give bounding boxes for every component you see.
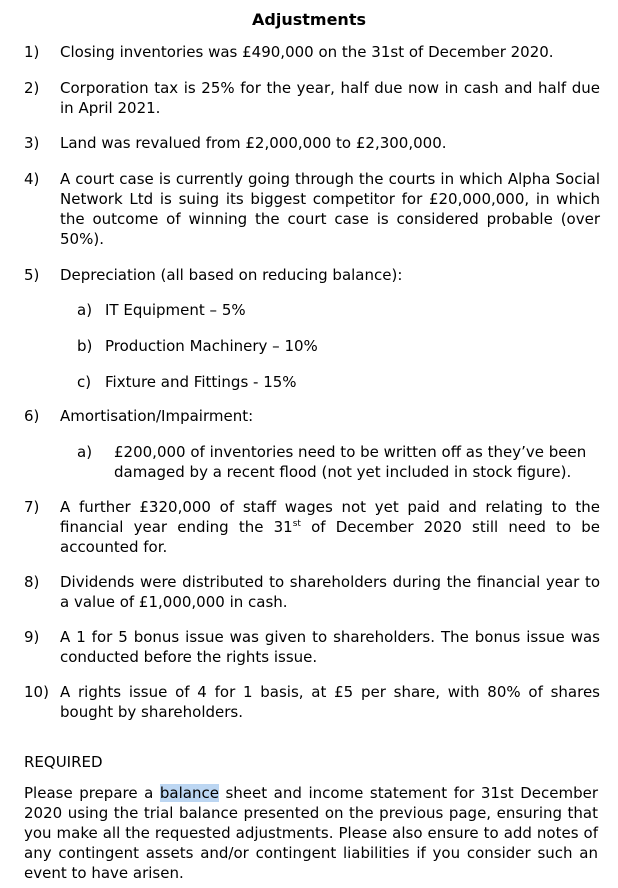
item-text: A 1 for 5 bonus issue was given to shareholders. The bonus issue was conducted before the rights issue. bbox=[60, 628, 600, 666]
sub-item-letter: a) bbox=[77, 443, 93, 461]
sub-item-text: IT Equipment – 5% bbox=[105, 301, 246, 319]
sub-item-letter: a) bbox=[77, 301, 93, 319]
item-text: Dividends were distributed to shareholders during the financial year to a value of £1,000,000 in cash. bbox=[60, 573, 600, 611]
sub-item-text: Production Machinery – 10% bbox=[105, 337, 318, 355]
selected-text[interactable]: balance bbox=[159, 784, 219, 802]
item-number: 7) bbox=[24, 498, 40, 516]
item-text: A rights issue of 4 for 1 basis, at £5 per share, with 80% of shares bought by shareholders. bbox=[60, 683, 600, 721]
item-number: 1) bbox=[24, 43, 40, 61]
item-number: 3) bbox=[24, 134, 40, 152]
required-heading: REQUIRED bbox=[24, 753, 103, 771]
item-number: 6) bbox=[24, 407, 40, 425]
sub-item-text: Fixture and Fittings - 15% bbox=[105, 373, 297, 391]
item-text: Depreciation (all based on reducing balance): bbox=[60, 266, 403, 284]
item-number: 8) bbox=[24, 573, 40, 591]
item-number: 5) bbox=[24, 266, 40, 284]
item-number: 2) bbox=[24, 79, 40, 97]
item-text: Land was revalued from £2,000,000 to £2,300,000. bbox=[60, 134, 447, 152]
item-number: 9) bbox=[24, 628, 40, 646]
item-text: Amortisation/Impairment: bbox=[60, 407, 254, 425]
required-paragraph: Please prepare a balance sheet and income statement for 31st December 2020 using the trial balance presented on the previous page, ensuring that you make all the requested adjustments. Please also ensure to add notes of any contingent assets and/or contingent liabilities if you consider such an event to have arisen. bbox=[24, 784, 598, 882]
item-text: Corporation tax is 25% for the year, half due now in cash and half due in April 2021. bbox=[60, 79, 600, 117]
sub-item-letter: b) bbox=[77, 337, 93, 355]
item-number: 4) bbox=[24, 170, 40, 188]
sub-item-text: £200,000 of inventories need to be written off as they’ve been damaged by a recent flood (not yet included in stock figure). bbox=[114, 443, 587, 481]
item-text: A further £320,000 of staff wages not yet paid and relating to the financial year ending the 31st of December 2020 still need to be accounted for. bbox=[60, 498, 600, 556]
item-text: A court case is currently going through the courts in which Alpha Social Network Ltd is suing its biggest competitor for £20,000,000, in which the outcome of winning the court case is considered probable (over 50%). bbox=[60, 170, 600, 248]
sub-item-letter: c) bbox=[77, 373, 92, 391]
item-text: Closing inventories was £490,000 on the 31st of December 2020. bbox=[60, 43, 554, 61]
page-title: Adjustments bbox=[252, 10, 366, 29]
item-number: 10) bbox=[24, 683, 49, 701]
